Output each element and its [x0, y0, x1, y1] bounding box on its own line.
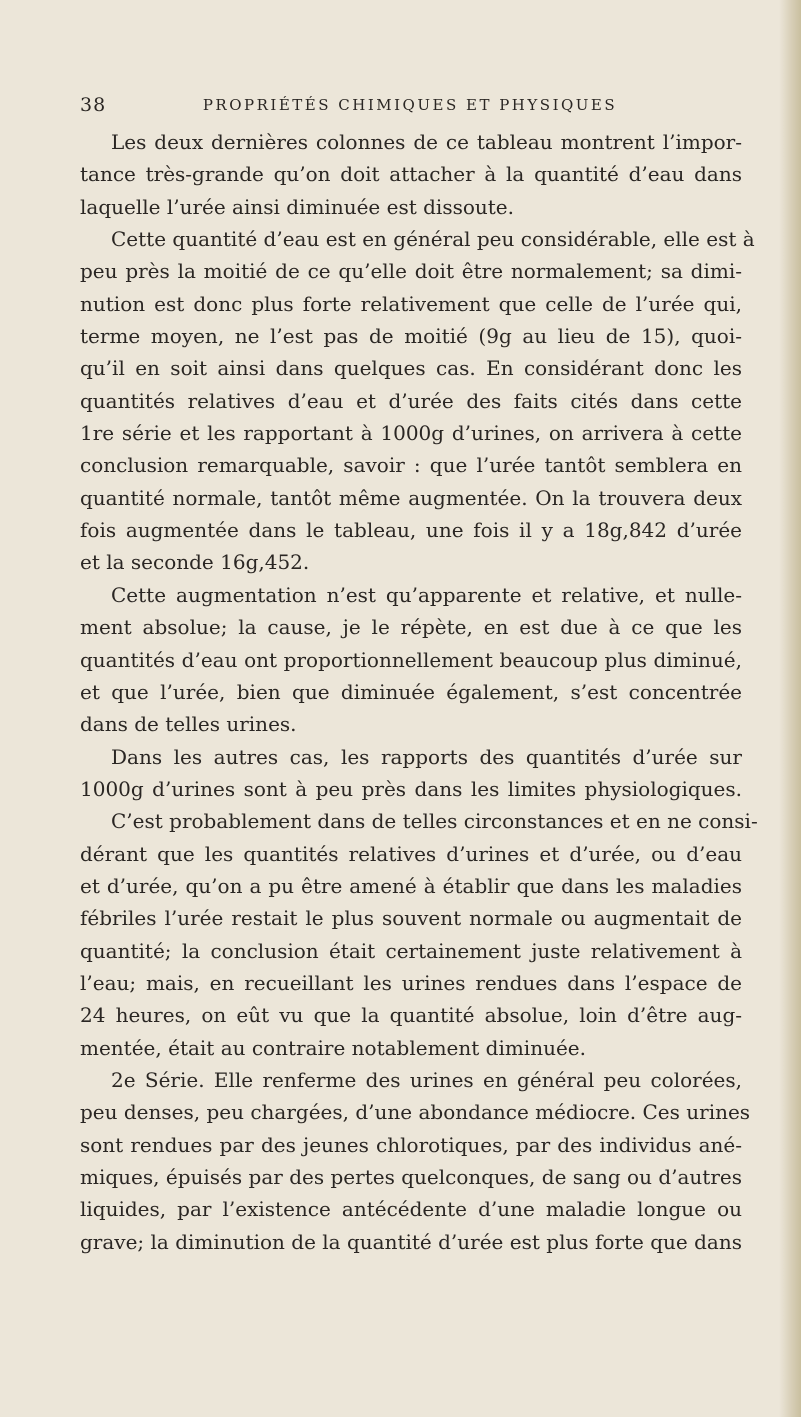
text-line: quantité normale, tantôt même augmentée. On la trouvera deux — [80, 485, 742, 510]
text-line: Cette quantité d’eau est en général peu considérable, elle est à — [111, 227, 755, 252]
text-line: l’eau; mais, en recueillant les urines rendues dans l’espace de — [80, 970, 742, 995]
running-title: PROPRIÉTÉS CHIMIQUES ET PHYSIQUES — [202, 96, 618, 114]
running-head — [80, 94, 740, 124]
page-number: 38 — [80, 94, 107, 116]
page-edge-shadow — [779, 0, 801, 1417]
text-line: tance très-grande qu’on doit attacher à la quantité d’eau dans — [80, 162, 742, 187]
text-line: et que l’urée, bien que diminuée également, s’est concentrée — [80, 679, 742, 704]
text-line: quantité; la conclusion était certainement juste relativement à — [80, 938, 742, 963]
text-line: miques, épuisés par des pertes quelconques, de sang ou d’autres — [80, 1165, 742, 1189]
text-line: dans de telles urines. — [80, 712, 297, 737]
text-line: grave; la diminution de la quantité d’urée est plus forte que dans — [80, 1229, 742, 1254]
text-line: et d’urée, qu’on a pu être amené à établir que dans les maladies — [80, 873, 742, 898]
text-line: ment absolue; la cause, je le répète, en est due à ce que les — [80, 615, 742, 640]
section-heading-line: 2e Série. Elle renferme des urines en général peu colorées, — [111, 1067, 742, 1092]
text-line: et la seconde 16g,452. — [80, 550, 310, 575]
text-line: C’est probablement dans de telles circonstances et en ne consi- — [111, 809, 758, 834]
text-line: sont rendues par des jeunes chlorotiques, par des individus ané- — [80, 1132, 742, 1157]
text-line: Les deux dernières colonnes de ce tableau montrent l’impor- — [111, 130, 742, 154]
text-line: peu près la moitié de ce qu’elle doit être normalement; sa dimi- — [80, 259, 742, 284]
text-line: qu’il en soit ainsi dans quelques cas. En considérant donc les — [80, 356, 742, 381]
text-line: Cette augmentation n’est qu’apparente et relative, et nulle- — [111, 582, 742, 607]
text-line: 1re série et les rapportant à 1000g d’urines, on arrivera à cette — [80, 421, 742, 446]
text-line: quantités relatives d’eau et d’urée des faits cités dans cette — [80, 388, 742, 413]
text-line: 1000g d’urines sont à peu près dans les limites physiologiques. — [80, 776, 742, 801]
text-line: conclusion remarquable, savoir : que l’urée tantôt semblera en — [80, 453, 742, 478]
text-line: peu denses, peu chargées, d’une abondance médiocre. Ces urines — [80, 1100, 751, 1125]
text-body — [80, 126, 758, 1258]
text-line: 24 heures, on eût vu que la quantité absolue, loin d’être aug- — [80, 1003, 742, 1028]
text-line: laquelle l’urée ainsi diminuée est dissoute. — [80, 194, 514, 219]
text-line: terme moyen, ne l’est pas de moitié (9g au lieu de 15), quoi- — [80, 324, 742, 349]
text-line: fois augmentée dans le tableau, une fois il y a 18g,842 d’urée — [80, 518, 742, 543]
text-line: nution est donc plus forte relativement que celle de l’urée qui, — [80, 291, 742, 316]
text-line: mentée, était au contraire notablement diminuée. — [80, 1035, 586, 1060]
text-line: liquides, par l’existence antécédente d’une maladie longue ou — [80, 1197, 742, 1222]
text-line: dérant que les quantités relatives d’urines et d’urée, ou d’eau — [80, 841, 742, 866]
text-line: quantités d’eau ont proportionnellement beaucoup plus diminué, — [80, 647, 742, 672]
text-line: fébriles l’urée restait le plus souvent normale ou augmentait de — [80, 906, 742, 931]
text-line: Dans les autres cas, les rapports des quantités d’urée sur — [111, 744, 742, 769]
